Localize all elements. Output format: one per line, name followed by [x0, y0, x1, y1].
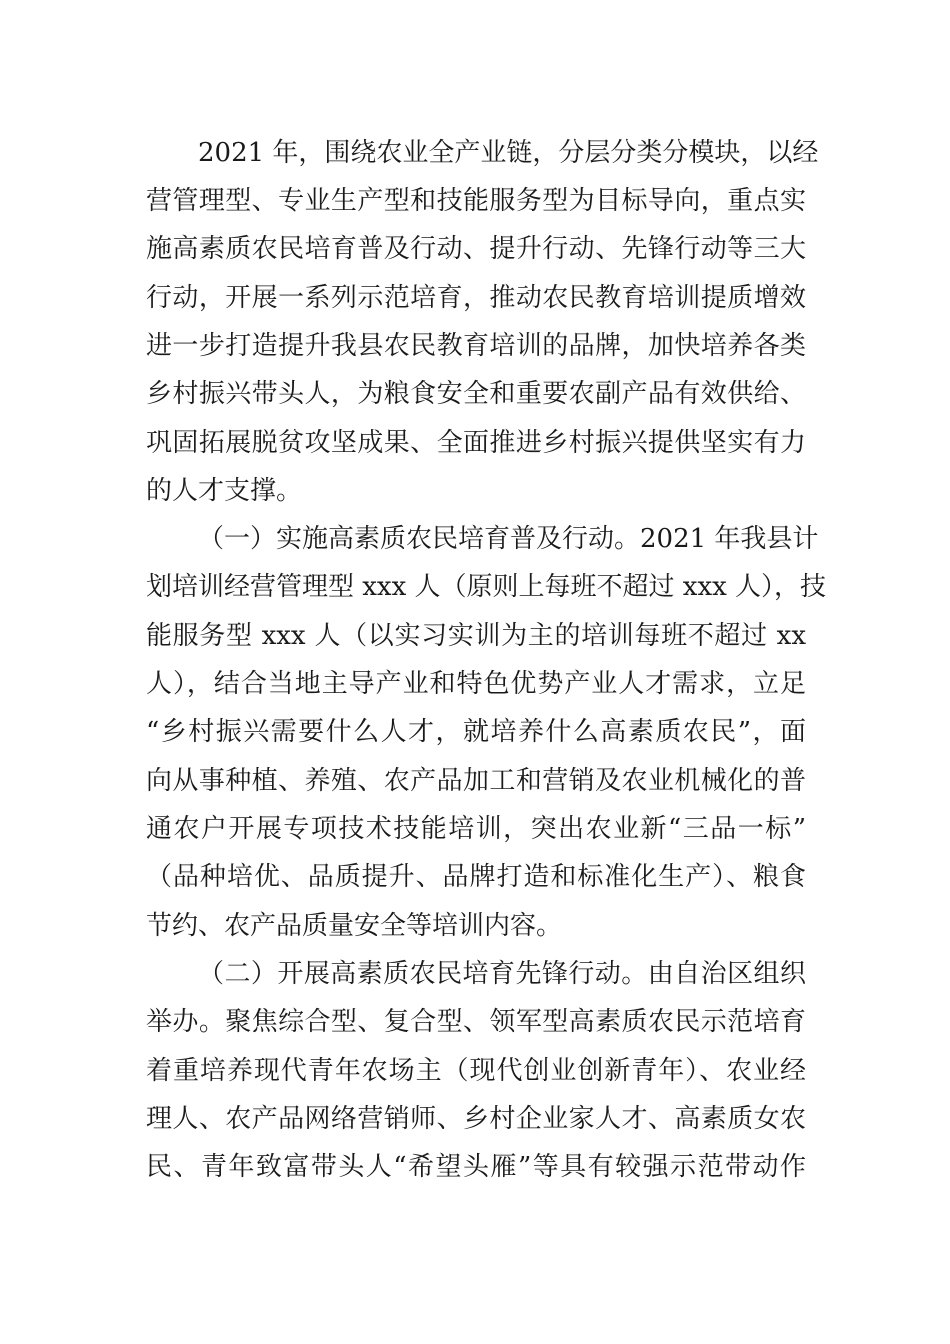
text-line: 营管理型、专业生产型和技能服务型为目标导向，重点实 [146, 186, 806, 216]
text-line: 2021 年，围绕农业全产业链，分层分类分模块，以经 [198, 138, 819, 168]
text-line: 理人、农产品网络营销师、乡村企业家人才、高素质女农 [146, 1104, 806, 1134]
text-line: （品种培优、品质提升、品牌打造和标准化生产）、粮食 [146, 862, 806, 892]
text-line: “乡村振兴需要什么人才，就培养什么高素质农民”，面 [146, 717, 806, 747]
text-line: 着重培养现代青年农场主（现代创业创新青年）、农业经 [146, 1056, 806, 1086]
text-line: 乡村振兴带头人，为粮食安全和重要农副产品有效供给、 [146, 379, 806, 409]
text-line: 施高素质农民培育普及行动、提升行动、先锋行动等三大 [146, 234, 806, 264]
text-line: 的人才支撑。 [146, 476, 303, 506]
text-line: 向从事种植、养殖、农产品加工和营销及农业机械化的普 [146, 766, 806, 796]
text-line: 行动，开展一系列示范培育，推动农民教育培训提质增效 [146, 283, 806, 313]
text-line: 划培训经营管理型 xxx 人（原则上每班不超过 xxx 人），技 [146, 572, 827, 602]
text-line: 民、青年致富带头人“希望头雁”等具有较强示范带动作 [146, 1152, 806, 1182]
text-line: 巩固拓展脱贫攻坚成果、全面推进乡村振兴提供坚实有力 [146, 428, 806, 458]
text-line: 通农户开展专项技术技能培训，突出农业新“三品一标” [146, 814, 806, 844]
text-line: （二）开展高素质农民培育先锋行动。由自治区组织 [198, 959, 806, 989]
text-line: 进一步打造提升我县农民教育培训的品牌，加快培养各类 [146, 331, 806, 361]
text-line: 举办。聚焦综合型、复合型、领军型高素质农民示范培育 [146, 1007, 806, 1037]
text-line: 节约、农产品质量安全等培训内容。 [146, 911, 563, 941]
text-line: （一）实施高素质农民培育普及行动。2021 年我县计 [198, 524, 819, 554]
text-line: 人），结合当地主导产业和特色优势产业人才需求，立足 [146, 669, 806, 699]
text-line: 能服务型 xxx 人（以实习实训为主的培训每班不超过 xx [146, 621, 806, 651]
